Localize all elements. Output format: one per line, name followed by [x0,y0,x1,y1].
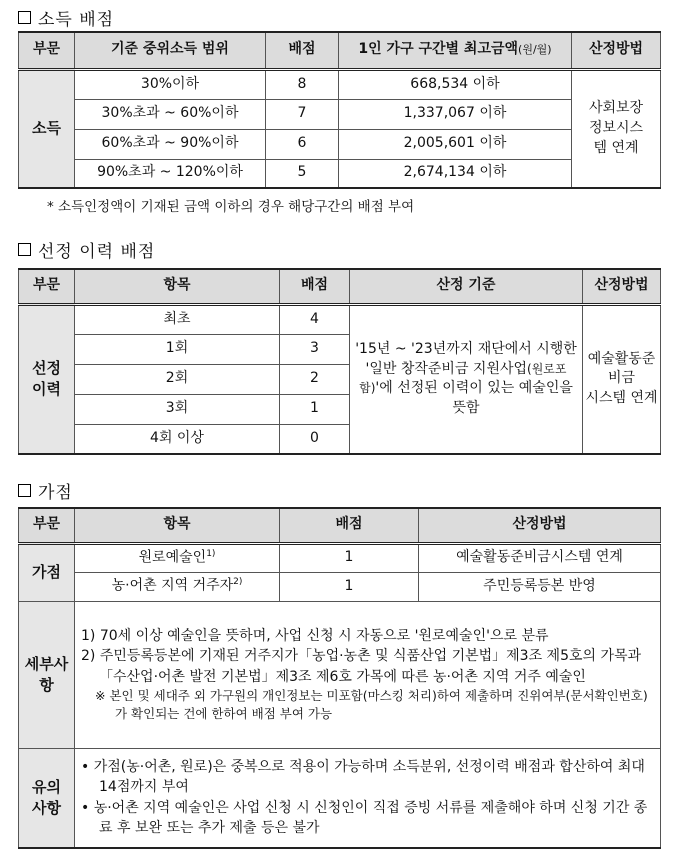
income-table [18,31,661,189]
criteria-cell: '15년 ~ '23년까지 재단에서 시행한 '일반 창작준비금 지원사업(원로포함)'에 선정된 이력이 있는 예술인을 뜻함 [350,304,583,454]
table-cell: 농·어촌 지역 거주자$^{2)}$ [75,572,280,601]
group-bonus: 가점 [19,543,75,601]
checkbox-square-icon [18,11,31,24]
method-cell: 사회보장 정보시스 템 연계 [572,69,661,188]
detail-note: ※ 본인 및 세대주 외 가구원의 개인정보는 미포함(마스킹 처리)하여 제출하며 진위여부(문서확인번호)가 확인되는 건에 한하여 배점 부여 가능 [95,687,648,721]
table-cell: 1회 [75,334,280,364]
caution-item: • 농·어촌 지역 예술인은 사업 신청 시 신청인이 직접 증빙 서류를 제출해야 하며 신청 기간 종료 후 보완 또는 추가 제출 등은 불가 [81,799,648,837]
table-cell: 668,534 이하 [339,69,572,99]
table-cell: 5 [266,159,339,188]
table-cell: 주민등록등본 반영 [419,572,661,601]
group-details: 세부사 항 [19,601,75,748]
header-method: 산정방법 [572,32,661,69]
table-cell: 6 [266,129,339,159]
header-item: 항목 [75,508,280,543]
header-method: 산정방법 [583,269,661,304]
section-title-bonus: 가점 [18,478,73,503]
header-criteria: 산정 기준 [350,269,583,304]
table-cell: 60%초과 ~ 90%이하 [75,129,266,159]
table-cell: 8 [266,69,339,99]
checkbox-square-icon [18,243,31,256]
details-cell [75,601,661,748]
table-cell: 0 [280,424,350,454]
table-cell: 최초 [75,304,280,334]
table-cell: 2,005,601 이하 [339,129,572,159]
checkbox-square-icon [18,484,31,497]
header-method: 산정방법 [419,508,661,543]
group-income: 소득 [19,69,75,188]
group-caution: 유의 사항 [19,748,75,848]
header-category: 부문 [19,269,75,304]
header-amount: 1인 가구 구간별 최고금액(원/월) [339,32,572,69]
bonus-table [18,507,661,849]
method-cell: 예술활동준 비금 시스템 연계 [583,304,661,454]
detail-item: 2) 주민등록등본에 기재된 거주지가「농업·농촌 및 식품산업 기본법」제3조 제5호의 가목과「수산업·어촌 발전 기본법」제3조 제6호 가목에 따른 농·어촌 지역 거주 예술인 [81,648,642,685]
table-cell: 2,674,134 이하 [339,159,572,188]
caution-cell [75,748,661,848]
table-cell: 1 [280,572,419,601]
header-item: 항목 [75,269,280,304]
table-cell: 90%초과 ~ 120%이하 [75,159,266,188]
table-cell: 30%초과 ~ 60%이하 [75,99,266,129]
table-cell: 3회 [75,394,280,424]
table-cell: 1 [280,394,350,424]
detail-item: 1) 70세 이상 예술인을 뜻하며, 사업 신청 시 자동으로 '원로예술인'으로 분류 [81,627,549,644]
section-title-history: 선정 이력 배점 [18,237,155,262]
table-cell: 예술활동준비금시스템 연계 [419,543,661,572]
table-cell: 2회 [75,364,280,394]
table-cell: 2 [280,364,350,394]
header-category: 부문 [19,32,75,69]
header-range: 기준 중위소득 범위 [75,32,266,69]
table-cell: 1,337,067 이하 [339,99,572,129]
income-note: * 소득인정액이 기재된 금액 이하의 경우 해당구간의 배점 부여 [47,199,415,215]
header-score: 배점 [280,269,350,304]
table-cell: 1 [280,543,419,572]
table-cell: 7 [266,99,339,129]
table-cell: 원로예술인$^{1)}$ [75,543,280,572]
group-history: 선정 이력 [19,304,75,454]
table-cell: 30%이하 [75,69,266,99]
caution-item: • 가점(농·어촌, 원로)은 중복으로 적용이 가능하며 소득분위, 선정이력 배점과 합산하여 최대 14점까지 부여 [81,759,645,796]
header-score: 배점 [266,32,339,69]
table-cell: 4회 이상 [75,424,280,454]
section-title-income: 소득 배점 [18,5,114,30]
table-cell: 4 [280,304,350,334]
table-cell: 3 [280,334,350,364]
header-category: 부문 [19,508,75,543]
header-score: 배점 [280,508,419,543]
history-table [18,268,661,455]
